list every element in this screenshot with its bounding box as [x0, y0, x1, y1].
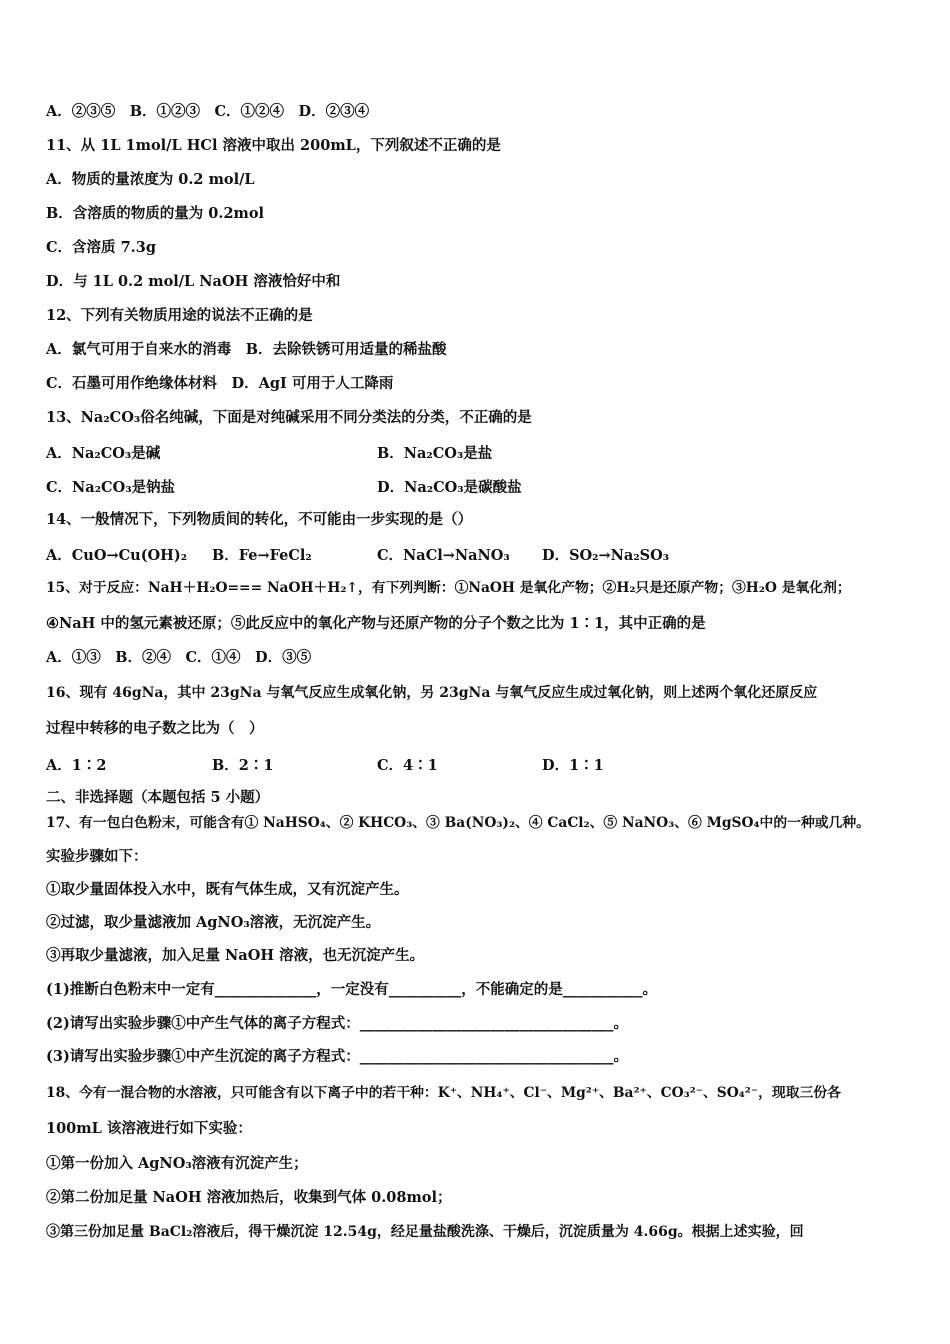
q16-option-b: B．2∶1 [212, 757, 274, 774]
q12-stem: 12、下列有关物质用途的说法不正确的是 [46, 307, 313, 324]
q11-option-d: D．与 1L 0.2 mol/L NaOH 溶液恰好中和 [46, 273, 341, 290]
q17-steps-heading: 实验步骤如下： [46, 848, 148, 865]
q14-option-c: C．NaCl→NaNO₃ [377, 547, 510, 564]
q17-step-1: ①取少量固体投入水中，既有气体生成，又有沉淀产生。 [46, 881, 409, 898]
q14-option-d: D．SO₂→Na₂SO₃ [542, 547, 670, 564]
q18-stem-2: 100mL 该溶液进行如下实验： [46, 1120, 252, 1137]
q17-part-3: (3)请写出实验步骤①中产生沉淀的离子方程式：___________________________________。 [46, 1048, 629, 1065]
q14-option-a: A．CuO→Cu(OH)₂ [46, 547, 188, 564]
q17-part-2: (2)请写出实验步骤①中产生气体的离子方程式：___________________________________。 [46, 1015, 629, 1032]
q11-option-b: B．含溶质的物质的量为 0.2mol [46, 205, 265, 222]
q13-option-c: C．Na₂CO₃是钠盐 [46, 479, 176, 496]
q15-options: A．①③ B．②④ C．①④ D．③⑤ [46, 649, 312, 666]
q18-stem-1: 18、今有一混合物的水溶液，只可能含有以下离子中的若干种：K⁺、NH₄⁺、Cl⁻、Mg²⁺、Ba²⁺、CO₃²⁻、SO₄²⁻，现取三份各 [46, 1085, 841, 1101]
q18-step-2: ②第二份加足量 NaOH 溶液加热后，收集到气体 0.08mol； [46, 1189, 452, 1206]
q13-stem: 13、Na₂CO₃俗名纯碱，下面是对纯碱采用不同分类法的分类，不正确的是 [46, 409, 532, 426]
q17-part-1: (1)推断白色粉末中一定有______________，一定没有__________，不能确定的是___________。 [46, 981, 658, 998]
q16-option-d: D．1∶1 [542, 757, 604, 774]
q15-line-1: 15、对于反应：NaH＋H₂O=== NaOH＋H₂↑，有下列判断：①NaOH 是氧化产物；②H₂只是还原产物；③H₂O 是氧化剂； [46, 580, 851, 596]
q18-step-1: ①第一份加入 AgNO₃溶液有沉淀产生； [46, 1155, 308, 1172]
q15-line-2: ④NaH 中的氢元素被还原；⑤此反应中的氧化产物与还原产物的分子个数之比为 1∶1，其中正确的是 [46, 615, 706, 632]
q17-stem: 17、有一包白色粉末，可能含有① NaHSO₄、② KHCO₃、③ Ba(NO₃)₂、④ CaCl₂、⑤ NaNO₃、⑥ MgSO₄中的一种或几种。 [46, 815, 870, 831]
q18-step-3: ③第三份加足量 BaCl₂溶液后，得干燥沉淀 12.54g，经足量盐酸洗涤、干燥后，沉淀质量为 4.66g。根据上述实验，回 [46, 1224, 804, 1240]
q11-option-c: C．含溶质 7.3g [46, 239, 156, 256]
q14-stem: 14、一般情况下，下列物质间的转化，不可能由一步实现的是（） [46, 511, 473, 528]
q16-option-a: A．1∶2 [46, 757, 107, 774]
q12-options-cd: C．石墨可用作绝缘体材料 D．AgI 可用于人工降雨 [46, 375, 394, 392]
q16-line-1: 16、现有 46gNa，其中 23gNa 与氧气反应生成氧化钠，另 23gNa 与氧气反应生成过氧化钠，则上述两个氧化还原反应 [46, 685, 818, 701]
q13-option-a: A．Na₂CO₃是碱 [46, 445, 161, 462]
q16-line-2: 过程中转移的电子数之比为（ ） [46, 720, 264, 737]
q13-option-d: D．Na₂CO₃是碳酸盐 [377, 479, 522, 496]
q12-options-ab: A．氯气可用于自来水的消毒 B．去除铁锈可用适量的稀盐酸 [46, 341, 447, 358]
q17-step-3: ③再取少量滤液，加入足量 NaOH 溶液，也无沉淀产生。 [46, 947, 425, 964]
q14-option-b: B．Fe→FeCl₂ [212, 547, 312, 564]
q17-step-2: ②过滤，取少量滤液加 AgNO₃溶液，无沉淀产生。 [46, 914, 381, 931]
q11-stem: 11、从 1L 1mol/L HCl 溶液中取出 200mL，下列叙述不正确的是 [46, 137, 501, 154]
q13-option-b: B．Na₂CO₃是盐 [377, 445, 493, 462]
q10-options: A．②③⑤ B．①②③ C．①②④ D．②③④ [46, 103, 370, 120]
section-2-heading: 二、非选择题（本题包括 5 小题） [46, 789, 270, 806]
q11-option-a: A．物质的量浓度为 0.2 mol/L [46, 171, 255, 188]
q16-option-c: C．4∶1 [377, 757, 438, 774]
